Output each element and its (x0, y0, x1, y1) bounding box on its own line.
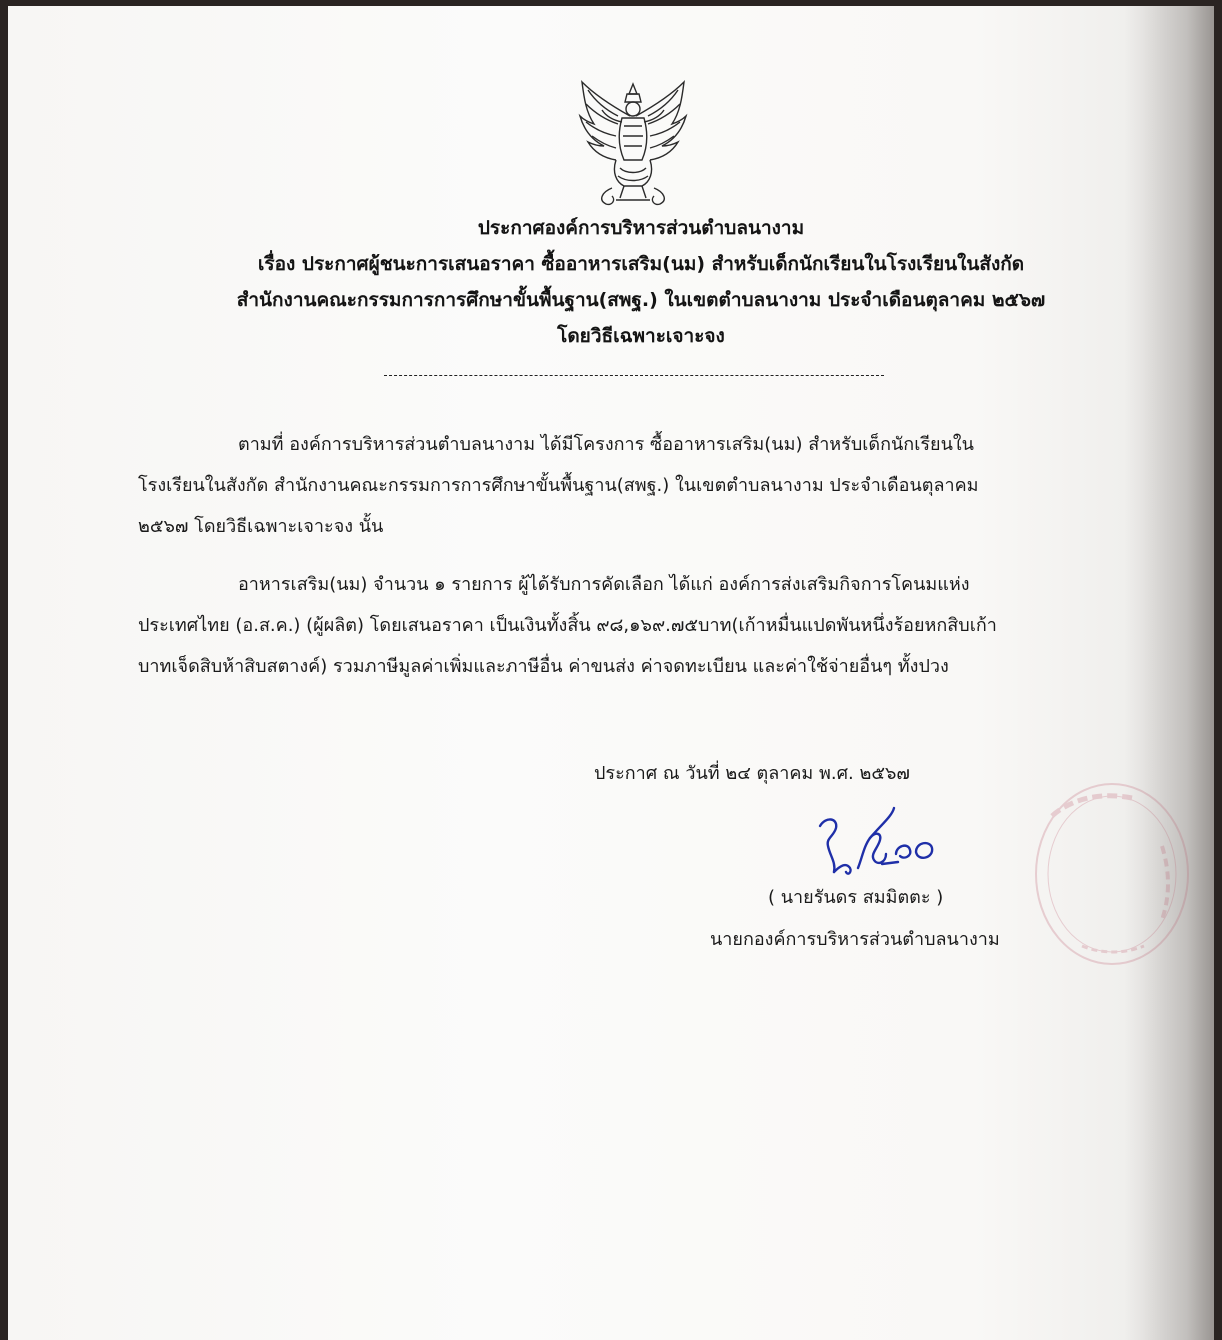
signer-title: นายกองค์การบริหารส่วนตำบลนางาม (710, 929, 1000, 950)
garuda-emblem-icon (572, 76, 694, 208)
announcement-heading (8, 210, 1214, 354)
paragraph-reference (138, 424, 1118, 547)
paragraph-1-line-3: ๒๕๖๗ โดยวิธีเฉพาะเจาะจง นั้น (138, 516, 384, 537)
heading-line-3: สำนักงานคณะกรรมการการศึกษาขั้นพื้นฐาน(สพฐ.) ในเขตตำบลนางาม ประจำเดือนตุลาคม ๒๕๖๗ (236, 289, 1046, 311)
heading-line-1: ประกาศองค์การบริหารส่วนตำบลนางาม (477, 217, 805, 239)
page-shadow (1124, 6, 1214, 1340)
paragraph-1-line-1: ตามที่ องค์การบริหารส่วนตำบลนางาม ได้มีโครงการ ซื้ออาหารเสริม(นม) สำหรับเด็กนักเรียนใน (238, 434, 974, 455)
paragraph-1-line-2: โรงเรียนในสังกัด สำนักงานคณะกรรมการการศึกษาขั้นพื้นฐาน(สพฐ.) ในเขตตำบลนางาม ประจำเดือนตุลาคม (138, 475, 979, 496)
handwritten-signature-icon (812, 802, 942, 882)
announcement-date: ประกาศ ณ วันที่ ๒๔ ตุลาคม พ.ศ. ๒๕๖๗ (594, 763, 910, 784)
official-stamp-icon (1012, 776, 1192, 972)
paragraph-2-line-3: บาทเจ็ดสิบห้าสิบสตางค์) รวมภาษีมูลค่าเพิ่มและภาษีอื่น ค่าขนส่ง ค่าจดทะเบียน และค่าใช้จ่ายอื่นๆ ทั้งปวง (138, 656, 949, 677)
paragraph-2-line-1: อาหารเสริม(นม) จำนวน ๑ รายการ ผู้ได้รับการคัดเลือก ได้แก่ องค์การส่งเสริมกิจการโคนมแห่ง (238, 574, 970, 595)
paragraph-winner (138, 564, 1118, 687)
heading-line-4: โดยวิธีเฉพาะเจาะจง (557, 325, 725, 347)
signer-name: ( นายรันดร สมมิตตะ ) (768, 887, 944, 908)
heading-divider (384, 375, 884, 376)
paragraph-2-line-2: ประเทศไทย (อ.ส.ค.) (ผู้ผลิต) โดยเสนอราคา เป็นเงินทั้งสิ้น ๙๘,๑๖๙.๗๕บาท(เก้าหมื่นแปดพันหนึ่งร้อยหกสิบเก้า (138, 615, 997, 636)
heading-line-2: เรื่อง ประกาศผู้ชนะการเสนอราคา ซื้ออาหารเสริม(นม) สำหรับเด็กนักเรียนในโรงเรียนในสังกัด (257, 253, 1025, 275)
document-page (8, 6, 1214, 1340)
